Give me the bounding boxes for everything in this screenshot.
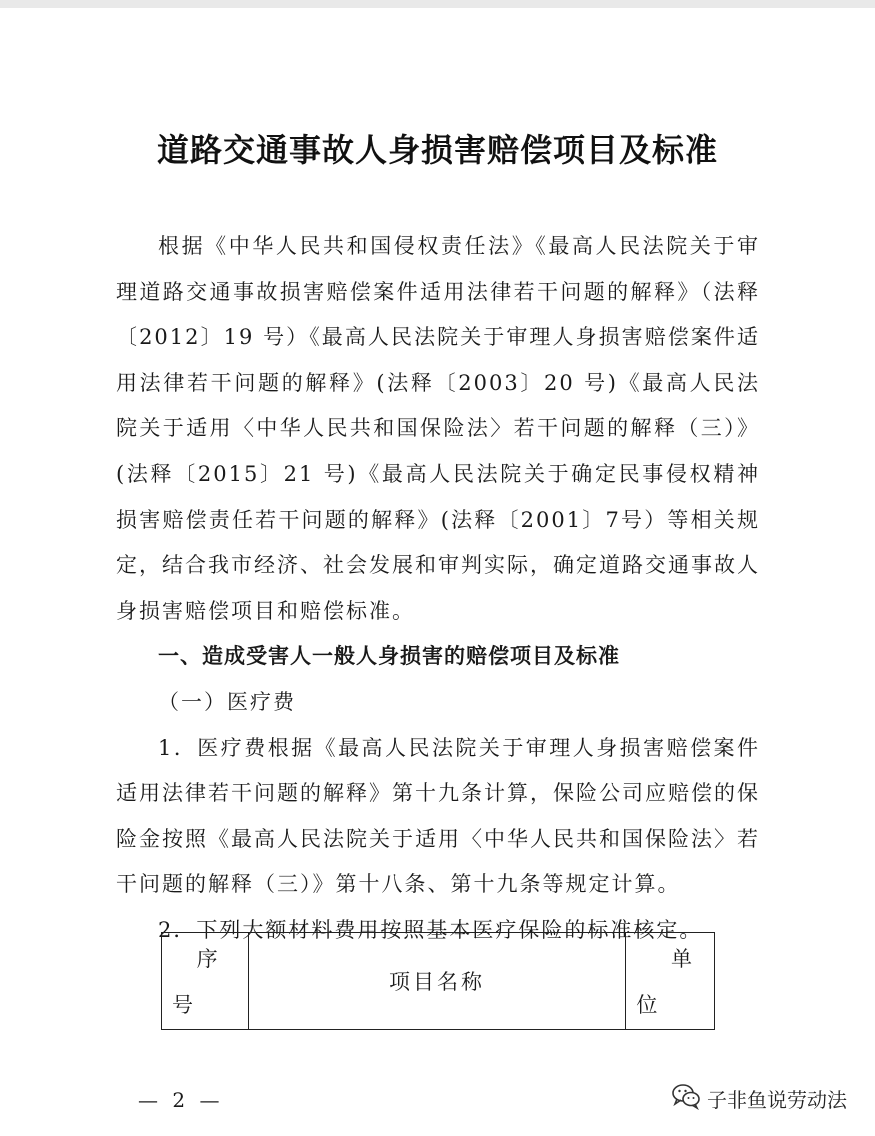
subsection-heading: （一）医疗费 <box>158 689 296 714</box>
page-number: — 2 — <box>138 1088 224 1112</box>
document-body <box>116 224 760 954</box>
item-2-paragraph: 2．下列大额材料费用按照基本医疗保险的标准核定。 <box>158 917 703 942</box>
top-border <box>0 0 875 8</box>
seq-label-bottom: 号 <box>172 993 193 1017</box>
item-1-paragraph: 1．医疗费根据《最高人民法院关于审理人身损害赔偿案件适用法律若干问题的解释》第十九条计算，保险公司应赔偿的保险金按照《最高人民法院关于适用〈中华人民共和国保险法〉若干问题的解释（三）》第十八条、第十九条等规定计算。 <box>116 735 760 897</box>
table-header-row <box>162 933 715 1030</box>
watermark <box>671 1082 847 1115</box>
seq-label-top: 序 <box>196 947 218 971</box>
wechat-icon <box>671 1082 701 1115</box>
header-unit-cell <box>626 933 715 1030</box>
header-seq-cell <box>162 933 249 1030</box>
document-title: 道路交通事故人身损害赔偿项目及标准 <box>156 131 718 169</box>
section-heading: 一、造成受害人一般人身损害的赔偿项目及标准 <box>158 644 620 669</box>
materials-table <box>161 932 715 1030</box>
unit-label-bottom: 位 <box>636 993 658 1017</box>
watermark-text: 子非鱼说劳动法 <box>707 1088 847 1112</box>
unit-label-top: 单 <box>671 947 692 971</box>
intro-paragraph: 根据《中华人民共和国侵权责任法》《最高人民法院关于审理道路交通事故损害赔偿案件适用法律若干问题的解释》（法释〔2012〕19 号）《最高人民法院关于审理人身损害赔偿案件适用法律若干问题的解释》(法释〔2003〕20 号)《最高人民法院关于适用〈中华人民共和国保险法〉若干问题的解释（三）》(法释〔2015〕21 号)《最高人民法院关于确定民事侵权精神损害赔偿责任若干问题的解释》(法释〔2001〕7号）等相关规定，结合我市经济、社会发展和审判实际，确定道路交通事故人身损害赔偿项目和赔偿标准。 <box>116 234 760 623</box>
header-name-cell: 项目名称 <box>248 933 626 1030</box>
